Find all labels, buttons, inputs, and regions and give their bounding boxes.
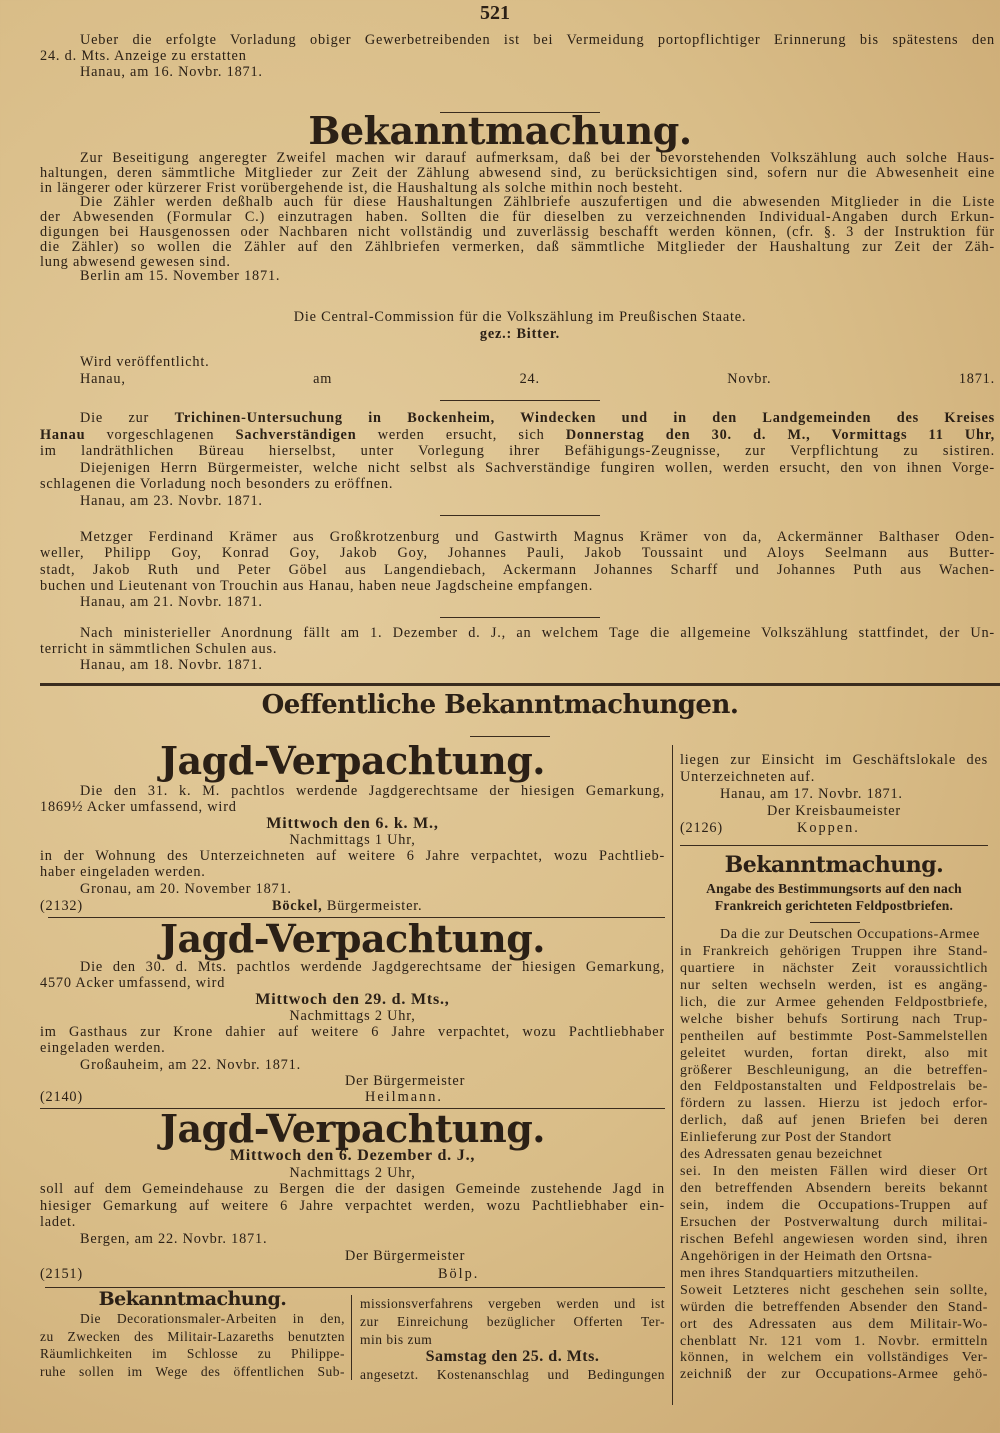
text-line: men ihres Standquartiers mitzutheilen. — [680, 1265, 919, 1281]
text-line: fördern zu lassen. Hierzu ist jedoch erfor- — [680, 1096, 988, 1112]
text-line: weller, Philipp Goy, Konrad Goy, Jakob Goy, Johannes Pauli, Jakob Toussaint und Aloys Seelmann aus Butter- — [40, 545, 995, 562]
text-line: haber eingeladen werden. — [40, 864, 206, 881]
text-line: den betreffenden Absendern bereits bekannt — [680, 1181, 988, 1197]
jagd2-number: (2140) — [40, 1089, 83, 1105]
divider — [470, 736, 550, 737]
lazareth-text-left — [40, 1310, 345, 1380]
text-line: sein, indem die Occupations-Truppen auf — [680, 1198, 988, 1213]
signature-name: Böckel, — [272, 898, 323, 914]
bold-text: Donnerstag den 30. d. M., Vormittags 11 Uhr, — [565, 426, 995, 443]
text-line: die Zähler) so wollen die Zähler auf den Zählbriefen vermerken, daß sämmtliche Mitglieder der Haushaltung zur Zeit der Zäh- — [40, 238, 995, 255]
text-line: hiesiger Gemarkung auf weitere 6 Jahre verpachtet werden, wozu Pachtliebhaber ein- — [40, 1197, 665, 1214]
text-line: ort des Adressaten aus dem Militair-Wo- — [680, 1316, 988, 1332]
text-line: Einlieferung zur Post der Standort — [680, 1130, 892, 1146]
text-line: missionsverfahrens vergeben werden und ist — [360, 1296, 665, 1311]
text-line: min bis zum — [360, 1331, 433, 1347]
text-line: Hanau, am 17. Novbr. 1871. — [720, 786, 903, 802]
jagd1-text — [40, 783, 665, 897]
text-line: stadt, Jakob Ruth und Peter Göbel aus Langendiebach, Ackermann Johannes Scharff und Johannes Puth aus Wachen- — [40, 561, 995, 578]
jagd3-text — [40, 1148, 665, 1247]
text-line: in der Wohnung des Unterzeichneten auf weitere 6 Jahre verpachtet, wozu Pachtlieb- — [40, 848, 665, 865]
signature-title: Bürgermeister. — [326, 898, 423, 914]
text-line: Mittwoch den 29. d. Mts., — [255, 990, 450, 1008]
text-line: Räumlichkeiten im Schlosse zu Philippe- — [40, 1346, 345, 1361]
divider — [680, 845, 988, 846]
text-line: haltungen, deren sämmtliche Mitglieder zur Zeit der Zählung abwesend sind, zu berücksichtigen sind, sofern nur die Abwesenheit eine — [40, 164, 995, 181]
text-line: lung abwesend gewesen sind. — [40, 253, 231, 270]
text-line: lich, die zur Armee gehenden Feldpostbriefe, — [680, 994, 988, 1010]
text-line: Unterzeichneten auf. — [680, 769, 816, 785]
text-line: Gronau, am 20. November 1871. — [80, 880, 292, 897]
jagd2-signature-title: Der Bürgermeister — [345, 1073, 466, 1089]
text-line: Hanau, am 18. Novbr. 1871. — [80, 657, 263, 673]
text-line: quartiere in nächster Zeit voraussichtlich — [680, 960, 988, 976]
jagd3-number: (2151) — [40, 1266, 83, 1282]
divider — [440, 400, 600, 401]
text-line: eingeladen werden. — [40, 1040, 166, 1057]
text-line: ruhe sollen im Wege des öffentlichen Sub- — [40, 1363, 345, 1379]
text-segment: vorgeschlagenen — [85, 426, 236, 443]
bold-text: Trichinen-Untersuchung in Bockenheim, Windecken und in den Landgemeinden des Kreises — [174, 410, 995, 426]
text-line: im Gasthaus zur Krone dahier auf weitere 6 Jahre verpachtet, wozu Pachtliebhaber — [40, 1024, 665, 1041]
text-line: chenblatt Nr. 121 vom 1. Novbr. ermitteln — [680, 1333, 988, 1349]
text-line: Die Decorationsmaler-Arbeiten in den, — [80, 1311, 345, 1326]
text-line: Da die zur Deutschen Occupations-Armee — [720, 927, 980, 942]
text-line: sei. In den meisten Fällen wird dieser Ort — [680, 1164, 988, 1180]
text-line: Angabe des Bestimmungsorts auf den nach — [706, 881, 962, 896]
right-top-number: (2126) — [680, 820, 723, 836]
text-line: den Feldpostanstalten und Feldpostrelais be- — [680, 1079, 988, 1095]
feldpost-title: Bekanntmachung. — [724, 852, 944, 878]
intro-notice — [40, 32, 995, 80]
text-line — [40, 427, 995, 444]
text-line: würden die betreffenden Absender den Stand- — [680, 1299, 988, 1315]
feldpost-text — [680, 927, 988, 1384]
jagd1-number: (2132) — [40, 898, 83, 914]
text-line: zur Einreichung bezüglicher Offerten Ter- — [360, 1313, 665, 1329]
text-line: Samstag den 25. d. Mts. — [425, 1348, 600, 1366]
text-line: in Frankreich gehörigen Truppen ihre Stand- — [680, 943, 988, 959]
text-line: Diejenigen Herrn Bürgermeister, welche nicht selbst als Sachverständige fungiren wollen, werden ersucht, den von ihnen Vorge- — [80, 459, 995, 476]
text-line: Hanau, am 23. Novbr. 1871. — [80, 492, 263, 509]
text-line: liegen zur Einsicht im Geschäftslokale des — [680, 752, 988, 768]
jagd2-signature-name: Heilmann. — [365, 1089, 443, 1105]
section-divider — [40, 683, 1000, 686]
text-line: schlagenen die Vorladung noch besonders zu eröffnen. — [40, 476, 394, 492]
text-line: Die Zähler werden deßhalb auch für diese Haushaltungen Zählbriefe auszufertigen und die abwesenden Mitglieder in die Liste — [80, 194, 995, 211]
text-line: Zur Beseitigung angeregter Zweifel machen wir darauf aufmerksam, daß bei der bevorstehenden Volkszählung auch solche Haus- — [80, 150, 995, 166]
text-line: ladet. — [40, 1214, 77, 1230]
text-line: Hanau, am 16. Novbr. 1871. — [80, 64, 263, 80]
jagd3-signature-title: Der Bürgermeister — [345, 1248, 466, 1264]
text-line: Nachmittags 2 Uhr, — [289, 1007, 416, 1024]
text-line: können, in welchem ein vollständiges Ver- — [680, 1350, 988, 1366]
column-divider — [672, 745, 673, 1405]
text-line: 1869½ Acker umfassend, wird — [40, 799, 237, 816]
text-line: angesetzt. Kostenanschlag und Bedingungen — [360, 1367, 665, 1383]
text-line: größerer Beschleunigung, an die betreffen- — [680, 1062, 988, 1078]
text-line: Ersuchen der Postverwaltung durch militai- — [680, 1214, 988, 1230]
census-notice — [40, 151, 995, 284]
lazareth-title: Bekanntmachung. — [98, 1288, 287, 1310]
bold-text: Sachverständigen — [235, 426, 357, 443]
text-line: Die den 30. d. Mts. pachtlos werdende Jagdgerechtsame der hiesigen Gemarkung, — [80, 959, 665, 975]
text-line — [40, 410, 995, 427]
jagd3-title: Jagd-Verpachtung. — [159, 1106, 545, 1151]
bold-text: Hanau — [40, 426, 86, 443]
hunting-licence-notice — [40, 529, 995, 610]
text-line: nur selten wechseln werden, ist es angäng- — [680, 977, 988, 993]
text-line: im landräthlichen Büreau hierselbst, unter Vorlegung ihrer Befähigungs-Zeugnisse, zur Verpflichtung zu sistiren. — [40, 443, 995, 459]
text-line: Ueber die erfolgte Vorladung obiger Gewerbetreibenden ist bei Vermeidung portopflichtiger Erinnerung bis spätestens den — [80, 32, 995, 48]
text-line: Metzger Ferdinand Krämer aus Großkrotzenburg und Gastwirth Magnus Krämer von da, Ackermänner Balthaser Oden- — [80, 529, 995, 545]
text-line: Mittwoch den 6. k. M., — [266, 814, 439, 832]
text-line: rischen Befehl angewiesen worden sind, ihren — [680, 1231, 988, 1247]
text-segment: werden ersucht, sich — [356, 426, 566, 443]
text-line: Nach ministerieller Anordnung fällt am 1. Dezember d. J., an welchem Tage die allgemeine Volkszählung stattfindet, der Un- — [80, 625, 995, 641]
text-line: Soweit Letzteres nicht geschehen sein sollte, — [680, 1282, 988, 1298]
text-line: Der Kreisbaumeister — [767, 803, 901, 819]
published-note — [40, 354, 995, 388]
text-line: geleitet wurden, fortan direkt, also mit — [680, 1045, 988, 1061]
lazareth-text-right — [360, 1295, 665, 1384]
text-line: pentheilen auf bestimmte Post-Sammelstellen — [680, 1028, 988, 1044]
text-line: Hanau, am 21. Novbr. 1871. — [80, 594, 263, 611]
trichinen-notice — [40, 410, 995, 509]
text-segment: Die zur — [80, 410, 175, 426]
text-line: 24. d. Mts. Anzeige zu erstatten — [40, 48, 247, 64]
text-line: Die den 31. k. M. pachtlos werdende Jagdgerechtsame der hiesigen Gemarkung, — [80, 783, 665, 799]
text-line: in längerer oder kürzerer Frist vorübergehende ist, die Haushaltung als solche mithin noch besteht. — [40, 179, 684, 196]
text-line: digungen bei Hausgenossen oder Nachbaren nicht vollständig und zuverlässig beschafft werden können, (cfr. §. 3 der Instruktion für — [40, 223, 995, 240]
text-line: zeichniß der zur Occupations-Armee gehö- — [680, 1367, 988, 1383]
text-line: Frankreich gerichteten Feldpostbriefen. — [714, 898, 954, 913]
text-line: Mittwoch den 6. Dezember d. J., — [229, 1147, 476, 1164]
jagd3-signature-name: Bölp. — [438, 1266, 480, 1282]
signed: gez.: Bitter. — [479, 326, 561, 342]
text-line: der Abwesenden (Formular C.) einzutragen haben. Sollten die für dieselben zu verzeichnenden Individual-Angaben durch Erkun- — [40, 209, 995, 226]
text-line: soll auf dem Gemeindehause zu Bergen die der dasigen Gemeinde zustehende Jagd in — [40, 1181, 665, 1197]
page-number: 521 — [480, 2, 510, 24]
school-notice — [40, 625, 995, 673]
text-line: terricht in sämmtlichen Schulen aus. — [40, 641, 278, 657]
right-top-signature: Koppen. — [797, 820, 860, 836]
jagd1-title: Jagd-Verpachtung. — [159, 738, 545, 783]
right-top-text — [680, 752, 988, 820]
text-line: Hanau, am 24. Novbr. 1871. — [80, 371, 995, 387]
subcolumn-divider — [351, 1295, 352, 1380]
section-title: Oeffentliche Bekanntmachungen. — [261, 690, 739, 720]
text-line: des Adressaten genau bezeichnet — [680, 1147, 883, 1163]
text-line: derlich, daß auf jenen Briefen bei deren — [680, 1113, 988, 1129]
authority: Die Central-Commission für die Volkszählung im Preußischen Staate. — [293, 309, 747, 325]
divider — [810, 922, 860, 923]
text-line: Nachmittags 2 Uhr, — [289, 1164, 416, 1181]
text-line: zu Zwecken des Militair-Lazareths benutzten — [40, 1328, 345, 1344]
feldpost-subtitle — [680, 880, 988, 914]
divider — [440, 515, 600, 516]
text-line: 4570 Acker umfassend, wird — [40, 975, 226, 992]
jagd2-title: Jagd-Verpachtung. — [159, 916, 545, 961]
text-line: Wird veröffentlicht. — [80, 354, 210, 370]
text-line: buchen und Lieutenant von Trouchin aus Hanau, haben neue Jagdscheine empfangen. — [40, 577, 594, 594]
text-line: Bergen, am 22. Novbr. 1871. — [80, 1230, 268, 1247]
text-line: Angehörigen in der Heimath den Ortsna- — [680, 1248, 933, 1264]
jagd2-text — [40, 959, 665, 1073]
text-line: welche bisher behufs Sortirung nach Trup- — [680, 1011, 988, 1027]
text-line: Großauheim, am 22. Novbr. 1871. — [80, 1056, 301, 1073]
text-line: Berlin am 15. November 1871. — [80, 268, 281, 285]
notice-title: Bekanntmachung. — [308, 108, 692, 153]
divider — [440, 617, 600, 618]
jagd1-signature — [272, 898, 422, 915]
text-line: Nachmittags 1 Uhr, — [289, 831, 416, 848]
